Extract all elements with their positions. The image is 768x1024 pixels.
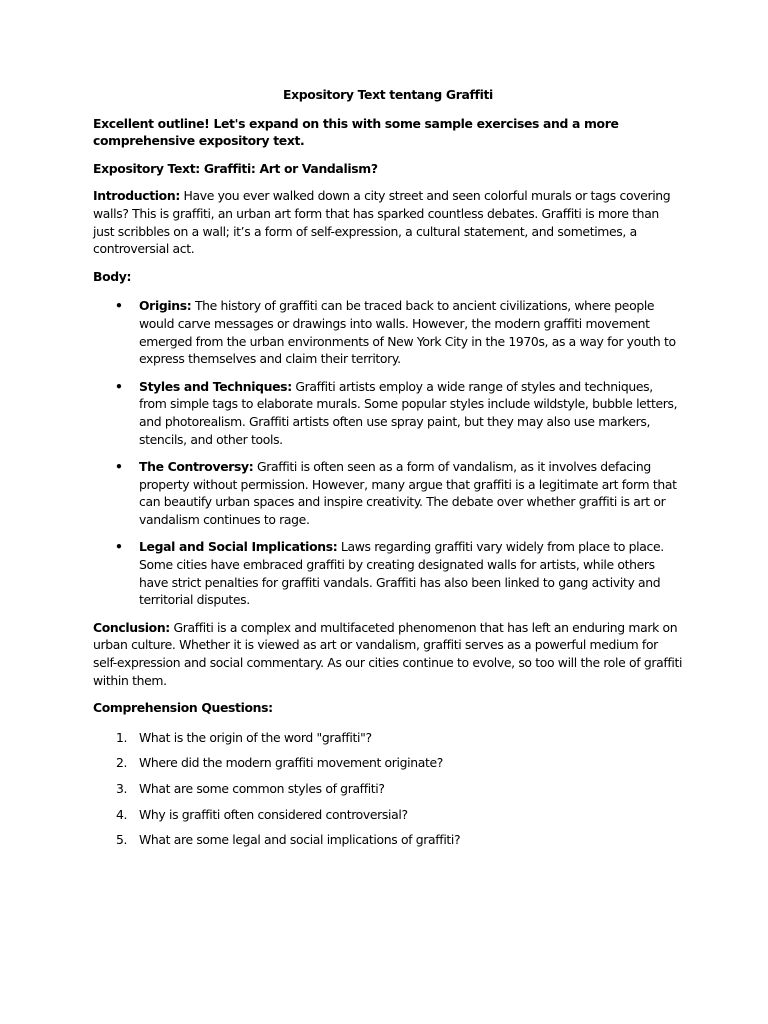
intro-note: Excellent outline! Let's expand on this with some sample exercises and a more comprehensive expository text.	[93, 115, 619, 149]
bullet-icon: •	[115, 298, 123, 314]
bullet-icon: •	[115, 378, 123, 394]
question-text: What are some legal and social implications of graffiti?	[139, 832, 461, 848]
question-text: What is the origin of the word "graffiti"?	[139, 729, 372, 745]
list-item-text: Laws regarding graffiti vary widely from place to place. Some cities have embraced graffiti by creating designated walls for artists, while others have strict penalties for graffiti vandals. Graffiti has also been linked to gang activity and territorial disputes.	[139, 539, 664, 608]
question-number: 2.	[116, 755, 128, 771]
introduction-paragraph	[93, 187, 683, 257]
list-item-origins	[93, 297, 683, 367]
questions-label: Comprehension Questions:	[93, 700, 273, 716]
question-text: What are some common styles of graffiti?	[139, 781, 385, 796]
document-subtitle: Expository Text: Graffiti: Art or Vandalism?	[93, 160, 378, 176]
body-list	[93, 297, 683, 609]
document-page	[93, 86, 683, 857]
list-item-controversy	[93, 458, 683, 528]
list-item-label: Styles and Techniques:	[139, 378, 292, 394]
conclusion-paragraph	[93, 619, 683, 689]
question-item	[93, 754, 683, 772]
list-item-label: Origins:	[139, 298, 192, 314]
bullet-icon: •	[115, 459, 123, 475]
question-item	[93, 806, 683, 824]
list-item-legal	[93, 538, 683, 608]
list-item-text: Graffiti artists employ a wide range of styles and techniques, from simple tags to elaborate murals. Some popular styles include wildstyle, bubble letters, and photorealism. Graffiti artists often use spray paint, but they may also use markers, stencils, and other tools.	[139, 378, 678, 447]
list-item-styles	[93, 378, 683, 448]
question-number: 5.	[116, 832, 128, 848]
question-item	[93, 729, 683, 747]
list-item-label: Legal and Social Implications:	[139, 539, 338, 555]
question-item	[93, 831, 683, 849]
question-text: Where did the modern graffiti movement originate?	[139, 755, 443, 771]
question-item	[93, 780, 683, 798]
questions-list	[93, 729, 683, 849]
bullet-icon: •	[115, 539, 123, 555]
question-number: 4.	[116, 806, 128, 822]
document-title: Expository Text tentang Graffiti	[283, 87, 493, 102]
conclusion-text: Graffiti is a complex and multifaceted phenomenon that has left an enduring mark on urban culture. Whether it is viewed as art or vandalism, graffiti serves as a powerful medium for self-expression and social commentary. As our cities continue to evolve, so too will the role of graffiti within them.	[93, 619, 683, 688]
list-item-text: The history of graffiti can be traced back to ancient civilizations, where people would carve messages or drawings into walls. However, the modern graffiti movement emerged from the urban environments of New York City in the 1970s, as a way for youth to express themselves and claim their territory.	[139, 298, 676, 367]
body-label: Body:	[93, 268, 132, 284]
introduction-text: Have you ever walked down a city street and seen colorful murals or tags covering walls? This is graffiti, an urban art form that has sparked countless debates. Graffiti is more than just scribbles on a wall; it’s a form of self-expression, a cultural statement, and sometimes, a controversial act.	[93, 188, 671, 257]
conclusion-label: Conclusion:	[93, 619, 170, 635]
question-text: Why is graffiti often considered controversial?	[139, 806, 408, 822]
question-number: 3.	[116, 781, 128, 796]
list-item-label: The Controversy:	[139, 459, 254, 475]
introduction-label: Introduction:	[93, 188, 180, 204]
list-item-text: Graffiti is often seen as a form of vandalism, as it involves defacing property without permission. However, many argue that graffiti is a legitimate art form that can beautify urban spaces and inspire creativity. The debate over whether graffiti is art or vandalism continues to rage.	[139, 459, 677, 527]
question-number: 1.	[116, 729, 128, 745]
